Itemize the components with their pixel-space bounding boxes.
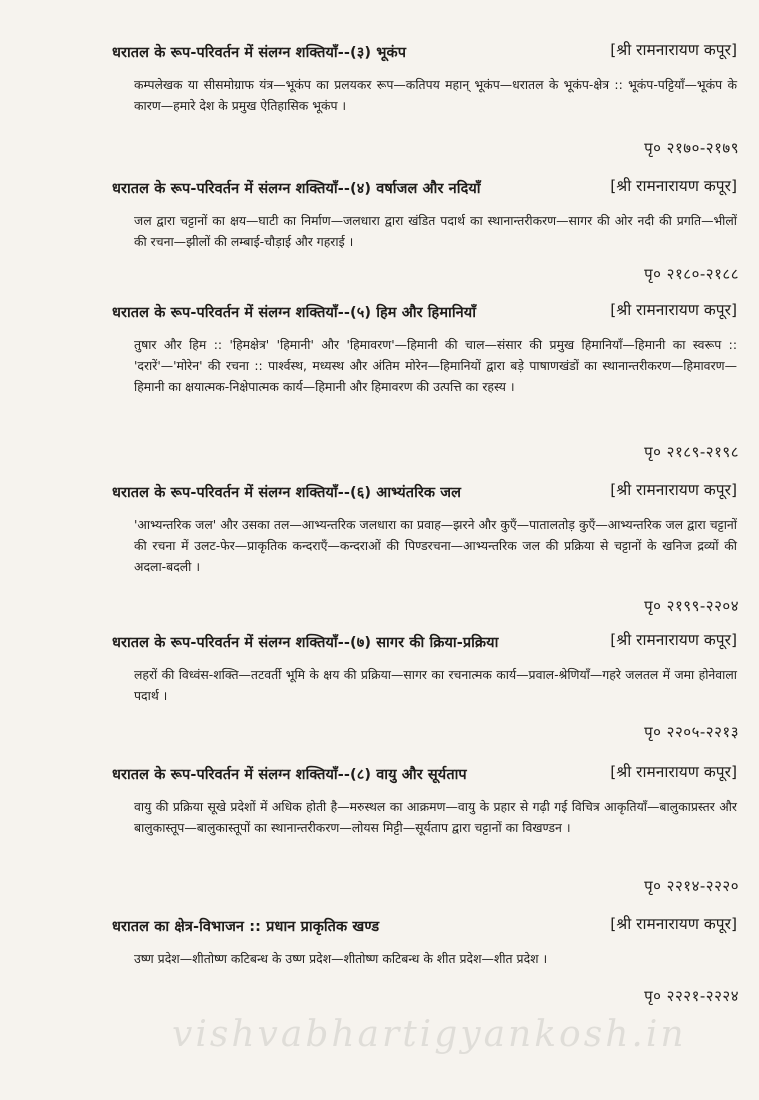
entry	[112, 174, 737, 252]
entry-summary: कम्पलेखक या सीसमोग्राफ यंत्र—भूकंप का प्रलयकर रूप—कतिपय महान् भूकंप—धरातल के भूकंप-क्षेत्र :: भूकंप-पट्टियाँ—भूकंप के कारण—हमारे देश के प्रमुख ऐतिहासिक भूकंप ।	[134, 77, 737, 113]
entry-author: [श्री रामनारायण कपूर]	[610, 631, 737, 649]
entry	[112, 912, 737, 969]
entry-summary: जल द्वारा चट्टानों का क्षय—घाटी का निर्माण—जलधारा द्वारा खंडित पदार्थ का स्थानान्तरीकरण—सागर की ओर नदी की प्रगति—भीलों की रचना—झीलों की लम्बाई-चौड़ाई और गहराई ।	[134, 213, 737, 249]
entry-author: [श्री रामनारायण कपूर]	[610, 177, 737, 195]
entry-summary: 'आभ्यन्तरिक जल' और उसका तल—आभ्यन्तरिक जलधारा का प्रवाह—झरने और कुएँ—पातालतोड़ कुएँ—आभ्यन्तरिक जल द्वारा चट्टानों की रचना में उलट-फेर—प्राकृतिक कन्दराएँ—कन्दराओं की पिण्डरचना—आभ्यन्तरिक जल की प्रक्रिया से चट्टानों के खनिज द्रव्यों की अदला-बदली ।	[134, 517, 737, 574]
entry-author: [श्री रामनारायण कपूर]	[610, 301, 737, 319]
entry-page-range: पृ० २२०५-२२१३	[644, 723, 739, 741]
entry-author: [श्री रामनारायण कपूर]	[610, 915, 737, 933]
entry-page-range: पृ० २२१४-२२२०	[644, 877, 739, 895]
entry	[112, 38, 737, 116]
entry-summary: वायु की प्रक्रिया सूखे प्रदेशों में अधिक होती है—मरुस्थल का आक्रमण—वायु के प्रहार से गढ़ी गई विचित्र आकृतियाँ—बालुकाप्रस्तर और बालुकास्तूप—बालुकास्तूपों का स्थानान्तरीकरण—लोयस मिट्टी—सूर्यताप द्वारा चट्टानों का विखण्डन ।	[134, 799, 737, 835]
entry-summary: तुषार और हिम :: 'हिमक्षेत्र' 'हिमानी' और 'हिमावरण'—हिमानी की चाल—संसार की प्रमुख हिमानियाँ—हिमानी का स्वरूप :: 'दरारें'—'मोरेन' की रचना :: पार्श्वस्थ, मध्यस्थ और अंतिम मोरेन—हिमानियों द्वारा बड़े पाषाणखंडों का स्थानान्तरीकरण—हिमावरण—हिमानी का क्षयात्मक-निक्षेपात्मक कार्य—हिमानी और हिमावरण की उत्पत्ति का रहस्य ।	[134, 337, 737, 394]
entry-header	[112, 912, 737, 938]
entry-page-range: पृ० २१८०-२१८८	[644, 265, 739, 283]
watermark: vishvabhartigyankosh.in	[172, 1014, 687, 1055]
entry-header	[112, 174, 737, 200]
entry-title: धरातल का क्षेत्र-विभाजन :: प्रधान प्राकृतिक खण्ड	[112, 919, 380, 935]
entry-title: धरातल के रूप-परिवर्तन में संलग्न शक्तियाँ--(६) आभ्यंतरिक जल	[112, 485, 462, 501]
entry-header	[112, 298, 737, 324]
entry-header	[112, 628, 737, 654]
entry-author: [श्री रामनारायण कपूर]	[610, 41, 737, 59]
entry	[112, 760, 737, 838]
entry-page-range: पृ० २१८९-२१९८	[644, 443, 739, 461]
entry	[112, 298, 737, 397]
entry-header	[112, 760, 737, 786]
entry-title: धरातल के रूप-परिवर्तन में संलग्न शक्तियाँ--(३) भूकंप	[112, 45, 407, 61]
entry-author: [श्री रामनारायण कपूर]	[610, 481, 737, 499]
entry-title: धरातल के रूप-परिवर्तन में संलग्न शक्तियाँ--(४) वर्षाजल और नदियाँ	[112, 181, 481, 197]
entry	[112, 478, 737, 577]
entry-page-range: पृ० २१७०-२१७९	[644, 139, 739, 157]
entry-title: धरातल के रूप-परिवर्तन में संलग्न शक्तियाँ--(८) वायु और सूर्यताप	[112, 767, 467, 783]
entry-page-range: पृ० २१९९-२२०४	[644, 597, 739, 615]
entry-title: धरातल के रूप-परिवर्तन में संलग्न शक्तियाँ--(५) हिम और हिमानियाँ	[112, 305, 477, 321]
entry-header	[112, 38, 737, 64]
entry-page-range: पृ० २२२१-२२२४	[644, 987, 739, 1005]
entry-summary: लहरों की विध्वंस-शक्ति—तटवर्ती भूमि के क्षय की प्रक्रिया—सागर का रचनात्मक कार्य—प्रवाल-श्रेणियाँ—गहरे जलतल में जमा होनेवाला पदार्थ ।	[134, 667, 737, 703]
entry-summary: उष्ण प्रदेश—शीतोष्ण कटिबन्ध के उष्ण प्रदेश—शीतोष्ण कटिबन्ध के शीत प्रदेश—शीत प्रदेश ।	[134, 951, 548, 966]
entry-title: धरातल के रूप-परिवर्तन में संलग्न शक्तियाँ--(७) सागर की क्रिया-प्रक्रिया	[112, 635, 499, 651]
entry-author: [श्री रामनारायण कपूर]	[610, 763, 737, 781]
entry	[112, 628, 737, 706]
entry-header	[112, 478, 737, 504]
